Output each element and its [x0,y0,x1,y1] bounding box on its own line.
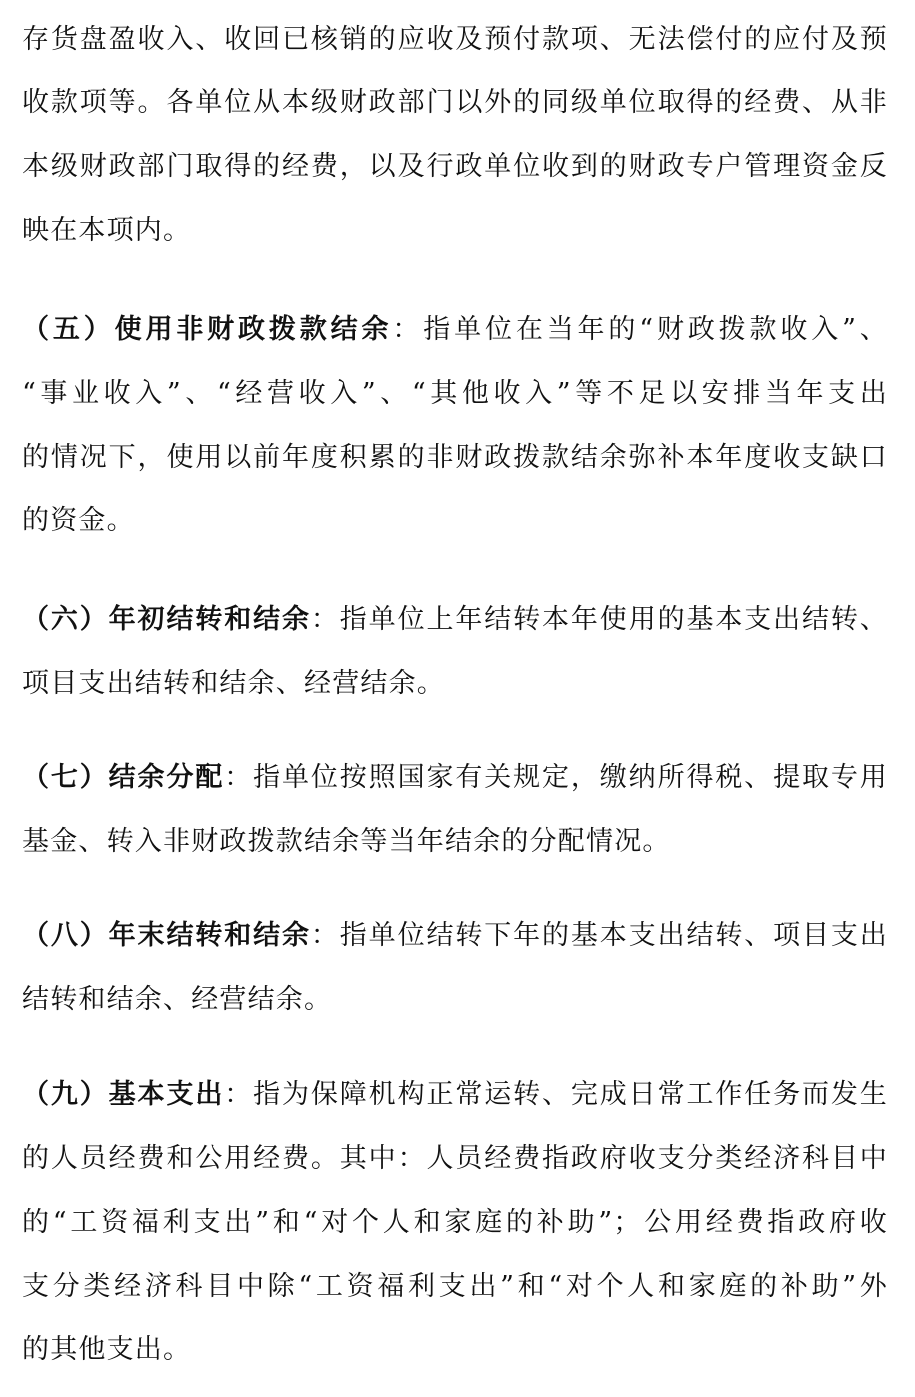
intro-line-2: 收款项等。各单位从本级财政部门以外的同级单位取得的经费、从非 [22,87,888,118]
section-5-text-1: ：指单位在当年的“财政拨款收入”、 [392,314,888,345]
intro-line-4: 映在本项内。 [22,215,192,246]
section-9-term: （九）基本支出 [22,1079,225,1110]
section-9-line-4: 支分类经济科目中除“工资福利支出”和“对个人和家庭的补助”外 [22,1271,888,1302]
section-9-text-1: ：指为保障机构正常运转、完成日常工作任务而发生 [224,1079,888,1110]
section-5-line-3: 的情况下，使用以前年度积累的非财政拨款结余弥补本年度收支缺口 [22,442,888,473]
section-7-line-2: 基金、转入非财政拨款结余等当年结余的分配情况。 [22,826,671,857]
intro-line-3: 本级财政部门取得的经费，以及行政单位收到的财政专户管理资金反 [22,151,888,182]
section-6-line-1 [22,602,888,638]
section-6-line-2: 项目支出结转和结余、经营结余。 [22,668,445,699]
section-7-line-1 [22,760,888,796]
section-8-line-2: 结转和结余、经营结余。 [22,984,333,1015]
section-9-line-1 [22,1077,888,1113]
section-6-term: （六）年初结转和结余 [22,604,311,635]
section-8-line-1 [22,918,888,954]
section-6-text-1: ：指单位上年结转本年使用的基本支出结转、 [310,604,889,635]
section-7-term: （七）结余分配 [22,762,225,793]
section-5-line-1 [22,312,888,348]
section-8-term: （八）年末结转和结余 [22,920,311,951]
section-9-line-3: 的“工资福利支出”和“对个人和家庭的补助”；公用经费指政府收 [22,1207,888,1238]
section-5-line-2: “事业收入”、“经营收入”、“其他收入”等不足以安排当年支出 [22,378,888,409]
section-9-line-5: 的其他支出。 [22,1334,192,1365]
section-7-text-1: ：指单位按照国家有关规定，缴纳所得税、提取专用 [224,762,888,793]
section-9-line-2: 的人员经费和公用经费。其中：人员经费指政府收支分类经济科目中 [22,1143,888,1174]
intro-line-1: 存货盘盈收入、收回已核销的应收及预付款项、无法偿付的应付及预 [22,24,888,55]
section-8-text-1: ：指单位结转下年的基本支出结转、项目支出 [310,920,889,951]
section-5-line-4: 的资金。 [22,505,135,536]
section-5-term: （五）使用非财政拨款结余 [22,314,393,345]
